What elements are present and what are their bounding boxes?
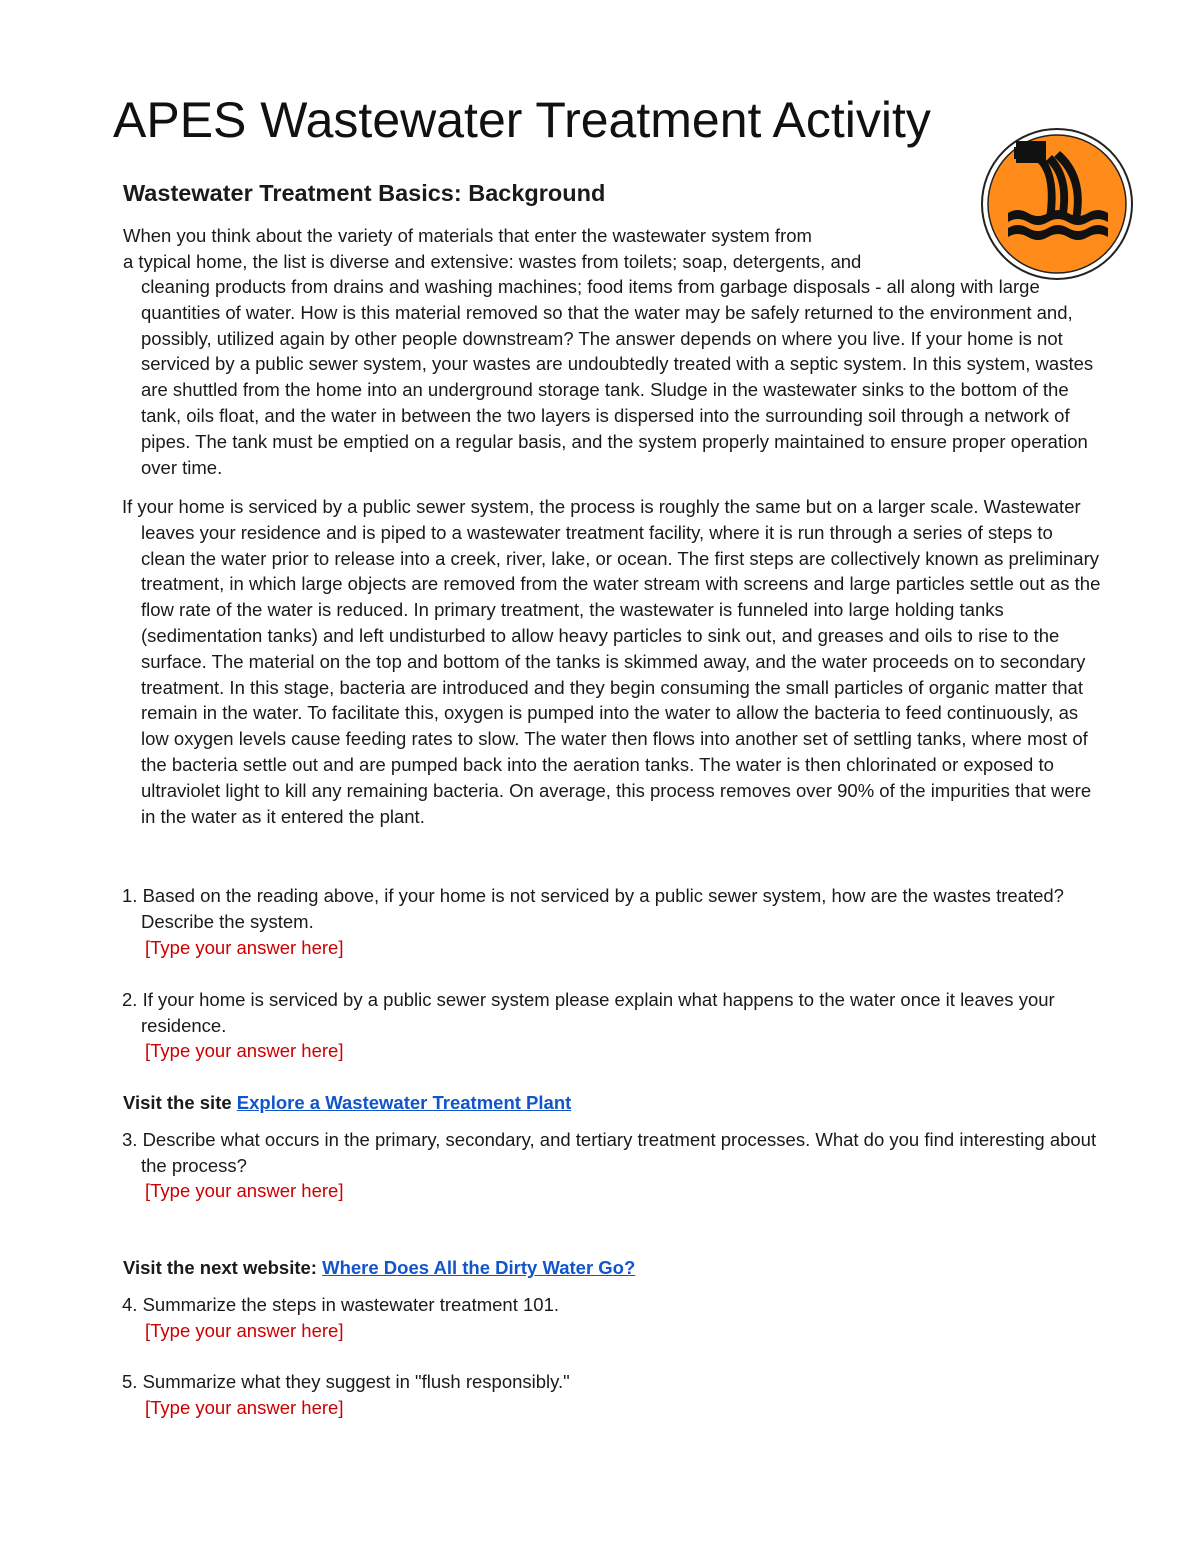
explore-plant-link[interactable]: Explore a Wastewater Treatment Plant (236, 1092, 572, 1113)
visit-line (123, 1090, 571, 1116)
paragraph-line: When you think about the variety of materials that enter the wastewater system from (123, 225, 812, 246)
question-text: 5. Summarize what they suggest in "flush responsibly." (122, 1371, 570, 1392)
answer-field[interactable]: [Type your answer here] (145, 1040, 344, 1061)
paragraph-body: cleaning products from drains and washing machines; food items from garbage disposals - all along with large quantities of water. How is this material removed so that the water may be safely returned to the environment and, possibly, utilized again by other people downstream? The answer depends on where you live. If your home is not serviced by a public sewer system, your wastes are undoubtedly treated with a septic system. In this system, wastes are shuttled from the home into an underground storage tank. Sludge in the wastewater sinks to the bottom of the tank, oils float, and the water in between the two layers is dispersed into the surrounding soil through a network of pipes. The tank must be emptied on a regular basis, and the system properly maintained to ensure proper operation over time. (141, 276, 1094, 478)
visit-label: Visit the site (123, 1092, 237, 1113)
paragraph-body: If your home is serviced by a public sewer system, the process is roughly the same but on a larger scale. Wastewater leaves your residence and is piped to a wastewater treatment facility, where it is run through a series of steps to clean the water prior to release into a creek, river, lake, or ocean. The first steps are collectively known as preliminary treatment, in which large objects are removed from the water stream with screens and large particles settle out as the flow rate of the water is reduced. In primary treatment, the wastewater is funneled into large holding tanks (sedimentation tanks) and left undisturbed to allow heavy particles to sink out, and greases and oils to rise to the surface. The material on the top and bottom of the tanks is skimmed away, and the water proceeds on to secondary treatment. In this stage, bacteria are introduced and they begin consuming the small particles of organic matter that remain in the water. To facilitate this, oxygen is pumped into the water to allow the bacteria to feed continuously, as low oxygen levels cause feeding rates to slow. The water then flows into another set of settling tanks, where most of the bacteria settle out and are pumped back into the aeration tanks. The water is then chlorinated or exposed to ultraviolet light to kill any remaining bacteria. On average, this process removes over 90% of the impurities that were in the water as it entered the plant. (122, 496, 1101, 827)
document-title: APES Wastewater Treatment Activity (113, 92, 931, 148)
answer-field[interactable]: [Type your answer here] (145, 1180, 344, 1201)
visit-label: Visit the next website: (123, 1257, 323, 1278)
answer-field[interactable]: [Type your answer here] (145, 937, 344, 958)
answer-field[interactable]: [Type your answer here] (145, 1320, 344, 1341)
question-text: 3. Describe what occurs in the primary, secondary, and tertiary treatment processes. What do you find interesting about the process? (122, 1129, 1097, 1176)
paragraph-line: a typical home, the list is diverse and extensive: wastes from toilets; soap, detergents, and (123, 251, 862, 272)
question-text: 2. If your home is serviced by a public sewer system please explain what happens to the water once it leaves your residence. (122, 989, 1055, 1036)
wastewater-discharge-icon (980, 127, 1134, 281)
answer-field[interactable]: [Type your answer here] (145, 1397, 344, 1418)
visit-line (123, 1255, 635, 1281)
section-heading: Wastewater Treatment Basics: Background (123, 180, 606, 206)
dirty-water-link[interactable]: Where Does All the Dirty Water Go? (322, 1257, 636, 1278)
question-text: 1. Based on the reading above, if your home is not serviced by a public sewer system, how are the wastes treated? Describe the system. (122, 885, 1064, 932)
question-text: 4. Summarize the steps in wastewater treatment 101. (122, 1294, 560, 1315)
